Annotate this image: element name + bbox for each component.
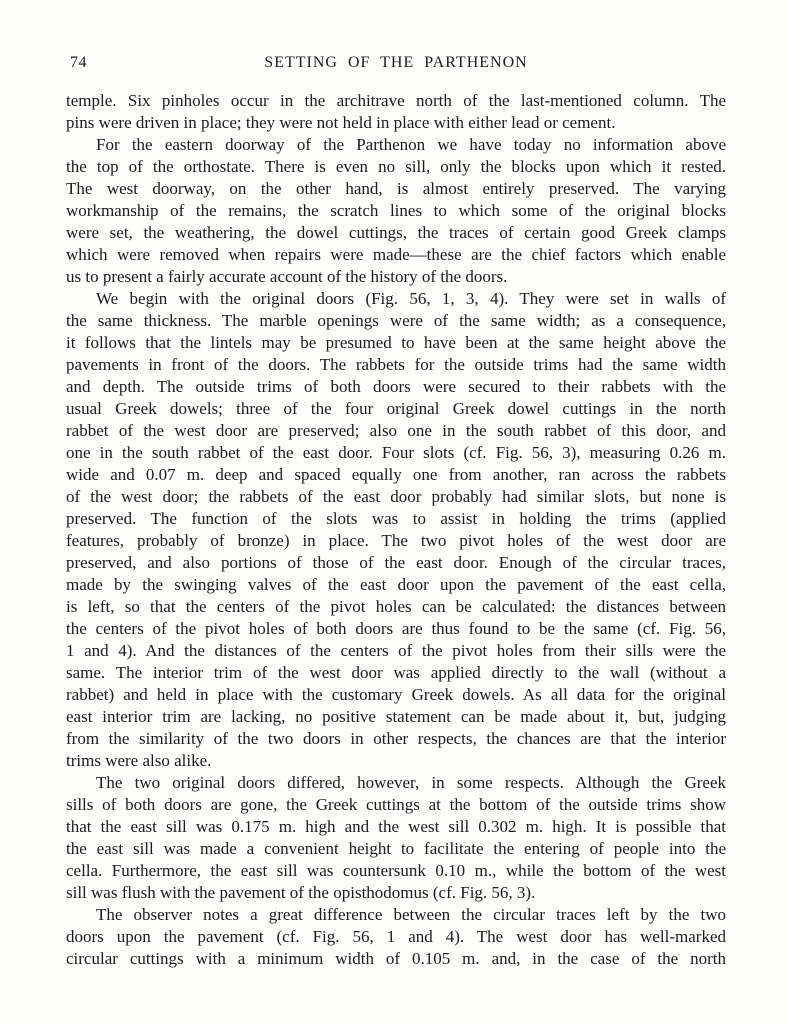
text-line: workmanship of the remains, the scratch lines to which some of the original blocks	[66, 201, 726, 220]
text-line: made by the swinging valves of the east door upon the pavement of the east cella,	[66, 575, 726, 594]
text-line: doors upon the pavement (cf. Fig. 56, 1 and 4). The west door has well-marked	[66, 927, 726, 946]
text-line: us to present a fairly accurate account of the history of the doors.	[66, 267, 508, 286]
text-line: east interior trim are lacking, no positive statement can be made about it, but, judging	[66, 707, 726, 726]
text-line: trims were also alike.	[66, 751, 212, 770]
text-line: For the eastern doorway of the Parthenon we have today no information above	[96, 135, 726, 154]
text-line: The two original doors differed, however, in some respects. Although the Greek	[96, 773, 726, 792]
text-line: wide and 0.07 m. deep and spaced equally one from another, ran across the rabbets	[66, 465, 726, 484]
text-line: temple. Six pinholes occur in the architrave north of the last-mentioned column. The	[66, 91, 726, 110]
text-line: circular cuttings with a minimum width of 0.105 m. and, in the case of the north	[66, 949, 726, 968]
text-line: preserved. The function of the slots was to assist in holding the trims (applied	[66, 509, 726, 528]
text-line: the centers of the pivot holes of both doors are thus found to be the same (cf. Fig. 56,	[66, 619, 726, 638]
page-body	[66, 90, 726, 970]
text-line: The observer notes a great difference between the circular traces left by the two	[96, 905, 726, 924]
text-line: sills of both doors are gone, the Greek cuttings at the bottom of the outside trims show	[66, 795, 726, 814]
page-number: 74	[70, 54, 87, 71]
text-line: cella. Furthermore, the east sill was countersunk 0.10 m., while the bottom of the west	[66, 861, 726, 880]
text-line: from the similarity of the two doors in other respects, the chances are that the interior	[66, 729, 726, 748]
text-line: sill was flush with the pavement of the opisthodomus (cf. Fig. 56, 3).	[66, 883, 536, 902]
text-line: rabbet of the west door are preserved; also one in the south rabbet of this door, and	[66, 421, 726, 440]
text-line: the east sill was made a convenient height to facilitate the entering of people into the	[66, 839, 726, 858]
text-line: were set, the weathering, the dowel cuttings, the traces of certain good Greek clamps	[66, 223, 726, 242]
text-line: pavements in front of the doors. The rabbets for the outside trims had the same width	[66, 355, 726, 374]
text-line: 1 and 4). And the distances of the centers of the pivot holes from their sills were the	[66, 641, 726, 660]
text-line: one in the south rabbet of the east door. Four slots (cf. Fig. 56, 3), measuring 0.26 m.	[66, 443, 726, 462]
text-line: the same thickness. The marble openings were of the same width; as a consequence,	[66, 311, 726, 330]
text-line: same. The interior trim of the west door was applied directly to the wall (without a	[66, 663, 726, 682]
text-line: and depth. The outside trims of both doors were secured to their rabbets with the	[66, 377, 726, 396]
text-line: is left, so that the centers of the pivot holes can be calculated: the distances between	[66, 597, 726, 616]
text-line: rabbet) and held in place with the customary Greek dowels. As all data for the original	[66, 685, 726, 704]
text-line: of the west door; the rabbets of the east door probably had similar slots, but none is	[66, 487, 726, 506]
text-line: We begin with the original doors (Fig. 56, 1, 3, 4). They were set in walls of	[96, 289, 726, 308]
page-header	[66, 53, 726, 73]
running-head: SETTING OF THE PARTHENON	[264, 54, 528, 71]
text-line: the top of the orthostate. There is even no sill, only the blocks upon which it rested.	[66, 157, 726, 176]
text-line: it follows that the lintels may be presumed to have been at the same height above the	[66, 333, 726, 352]
text-line: The west doorway, on the other hand, is almost entirely preserved. The varying	[66, 179, 726, 198]
text-line: usual Greek dowels; three of the four original Greek dowel cuttings in the north	[66, 399, 726, 418]
text-line: which were removed when repairs were made—these are the chief factors which enable	[66, 245, 726, 264]
text-line: preserved, and also portions of those of the east door. Enough of the circular traces,	[66, 553, 726, 572]
text-line: that the east sill was 0.175 m. high and the west sill 0.302 m. high. It is possible that	[66, 817, 726, 836]
text-line: pins were driven in place; they were not held in place with either lead or cement.	[66, 113, 616, 132]
text-line: features, probably of bronze) in place. The two pivot holes of the west door are	[66, 531, 726, 550]
